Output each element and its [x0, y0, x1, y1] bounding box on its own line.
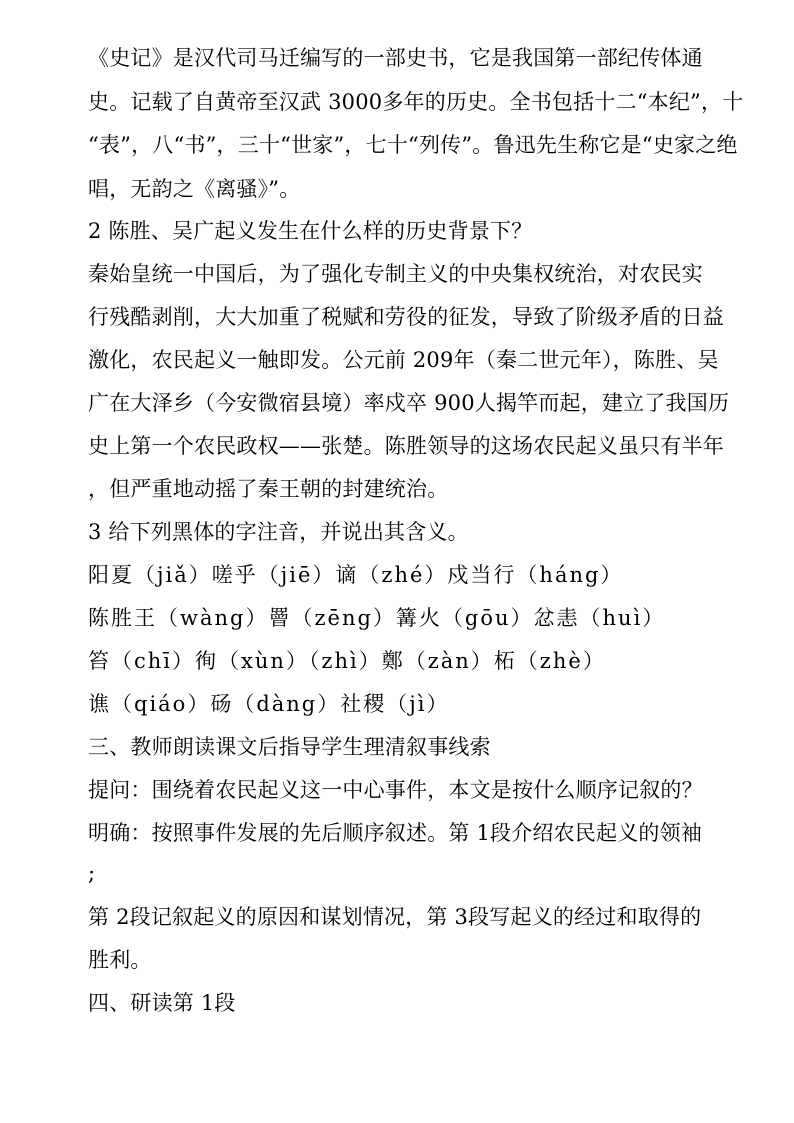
pinyin-line-1: 阳夏（jiǎ）嗟乎（jiē）谪（zhé）戍当行（háng）	[88, 563, 624, 587]
text-line-21: 第 2段记叙起义的原因和谋划情况，第 3段写起义的经过和取得的	[88, 905, 702, 929]
text-line-4: 唱，无韵之《离骚》”。	[88, 177, 301, 201]
text-line-3: “表”，八“书”，三十“世家”，七十“列传”。鲁迅先生称它是“史家之绝	[88, 133, 738, 157]
section-heading-4: 四、研读第 1段	[88, 991, 236, 1015]
pinyin-line-4: 谯（qiáo）砀（dàng）社稷（jì）	[88, 692, 450, 716]
text-line-22: 胜利。	[88, 948, 152, 972]
text-line-9: 广在大泽乡（今安微宿县境）率戍卒 900人揭竿而起，建立了我国历	[88, 391, 730, 415]
pinyin-line-2: 陈胜王（wàng）罾（zēng）篝火（gōu）忿恚（huì）	[88, 606, 666, 630]
question-2: 2 陈胜、吴广起义发生在什么样的历史背景下？	[88, 219, 533, 243]
text-line-8: 激化，农民起义一触即发。公元前 209年（秦二世元年），陈胜、吴	[88, 348, 719, 372]
question-3: 3 给下列黑体的字注音，并说出其含义。	[88, 520, 469, 544]
text-line-19: 明确：按照事件发展的先后顺序叙述。第 1段介绍农民起义的领袖	[88, 821, 703, 845]
text-line-2: 史。记载了自黄帝至汉武 3000多年的历史。全书包括十二“本纪”，十	[88, 90, 744, 114]
text-line-6: 秦始皇统一中国后，为了强化专制主义的中央集权统治，对农民实	[88, 262, 703, 286]
text-line-11: ，但严重地动摇了秦王朝的封建统治。	[88, 477, 449, 501]
text-line-7: 行残酷剥削，大大加重了税赋和劳役的征发，导致了阶级矛盾的日益	[88, 305, 724, 329]
pinyin-line-3: 笞（chī）徇（xùn）（zhì）鄭（zàn）柘（zhè）	[88, 649, 606, 673]
text-line-10: 史上第一个农民政权——张楚。陈胜领导的这场农民起义虽只有半年	[88, 434, 724, 458]
section-heading-3: 三、教师朗读课文后指导学生理清叙事线索	[88, 735, 491, 759]
text-line-18: 提问：围绕着农民起义这一中心事件，本文是按什么顺序记叙的？	[88, 778, 703, 802]
text-line-1: 《史记》是汉代司马迁编写的一部史书，它是我国第一部纪传体通	[88, 46, 703, 70]
text-line-20: ;	[88, 861, 96, 885]
